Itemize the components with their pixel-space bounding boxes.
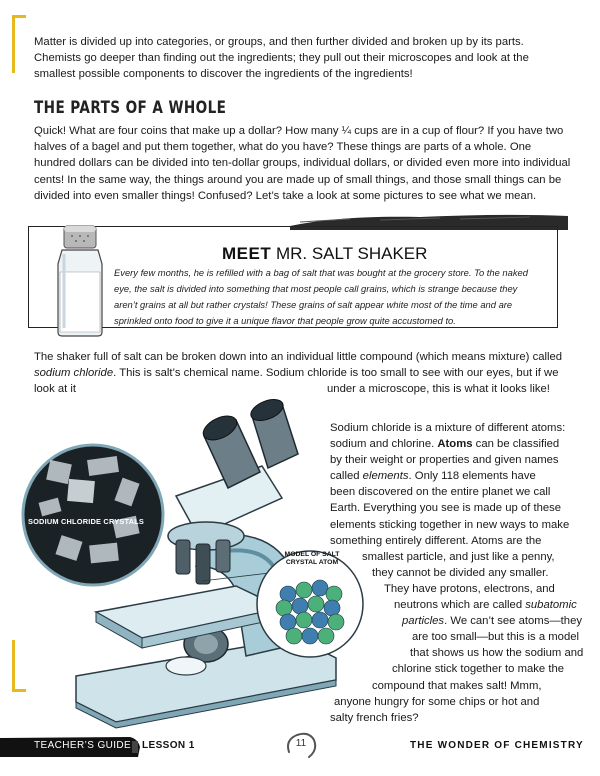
atoms-line: they cannot be divided any smaller.: [372, 566, 549, 579]
atoms-line: [330, 597, 578, 613]
atoms-line: Sodium chloride is a mixture of different atoms:: [330, 422, 566, 434]
atoms-line: They have protons, electrons, and: [384, 582, 555, 595]
term-particles: particles: [402, 615, 445, 628]
salt-box-title: [222, 244, 427, 264]
sodium-chloride-crystals-image: [18, 440, 168, 590]
atoms-line: by their weight or properties and given names: [330, 454, 559, 467]
atoms-line: [330, 436, 578, 452]
intro-paragraph: Matter is divided up into categories, or groups, and then further divided and broken up by its parts. Chemists go deeper than finding out the ingredients; they pull out their microscopes and look at the smallest possible components to discover the ingredients of the ingredients!: [34, 36, 529, 80]
salt-box-title-rest: MR. SALT SHAKER: [271, 244, 428, 263]
atoms-line: that shows us how the sodium and: [410, 647, 584, 660]
term-atoms: Atoms: [437, 438, 473, 451]
atoms-line-text: sodium and chlorine.: [330, 438, 435, 451]
atoms-line-text: . We can’t see atoms—they: [444, 615, 583, 628]
atoms-line-text: called: [330, 470, 363, 483]
term-elements: elements: [362, 470, 409, 483]
atoms-line: elements sticking together in new ways to make: [330, 518, 570, 531]
salt-box-title-bold: MEET: [222, 244, 272, 263]
atoms-line: smallest particle, and just like a penny,: [362, 550, 555, 563]
crystals-label: SODIUM CHLORIDE CRYSTALS: [27, 517, 145, 526]
atom-model-label: MODEL OF SALT CRYSTAL ATOM: [284, 551, 340, 566]
salt-box-body: Every few months, he is refilled with a bag of salt that was bought at the grocery store. To the naked eye, the salt is divided into something that most people call grains, which is strange because they aren’t grains at all but rather crystals! These grains of salt appear white most of the time and are sprinkled onto food to give it a unique flavor that people grow quite accustomed to.: [114, 267, 528, 326]
atoms-line: salty french fries?: [330, 711, 419, 724]
term-subatomic: subatomic: [525, 599, 577, 612]
atoms-line-text: can be classified: [472, 438, 560, 451]
atoms-line: something entirely different. Atoms are the: [330, 534, 542, 547]
sodium-chloride-paragraph-end: under a microscope, this is what it looks like!: [327, 383, 550, 395]
parts-of-whole-paragraph: Quick! What are four coins that make up a dollar? How many ¼ cups are in a cup of flour? If you have two halves of a bagel and put them together, what do you have? These things are parts of a whole. One hundred dollars can be divided into ten-dollar groups, individual dollars, or divided even more into individual cents! In the same way, the things around you are made up of small things, and those small things can be divided into even smaller things! Confused? Let’s take a look at some pictures to see what we mean.: [34, 125, 571, 202]
atoms-line: are too small—but this is a model: [412, 631, 580, 644]
salt-shaker-illustration: [50, 224, 110, 338]
atoms-line: been discovered on the entire planet we call: [330, 486, 551, 499]
atoms-line: anyone hungry for some chips or hot and: [334, 695, 540, 708]
atoms-line: Earth. Everything you see is made up of these: [330, 502, 562, 515]
term-sodium-chloride: sodium chloride: [34, 367, 114, 380]
atoms-line-text: . Only 118 elements have: [408, 470, 536, 483]
atoms-line-text: neutrons which are called: [394, 599, 526, 612]
accent-bracket-top: [12, 15, 15, 73]
atoms-line: chlorine stick together to make the: [392, 663, 565, 676]
accent-bracket-top-cap: [12, 15, 26, 18]
accent-bracket-bottom: [12, 640, 15, 692]
atoms-paragraph: [330, 420, 584, 726]
footer-teachers-guide: TEACHER’S GUIDE: [34, 740, 132, 751]
footer-book-title: THE WONDER OF CHEMISTRY: [410, 740, 584, 751]
atoms-line: [330, 468, 578, 484]
sodium-chloride-paragraph-part1: The shaker full of salt can be broken down into an individual little compound (which means mixture) called: [34, 351, 563, 363]
section-heading: THE PARTS OF A WHOLE: [34, 98, 227, 118]
page-number: 11: [295, 738, 307, 749]
atoms-line: compound that makes salt! Mmm,: [372, 679, 542, 692]
footer-lesson: LESSON 1: [142, 740, 195, 751]
atoms-line: [330, 613, 583, 629]
accent-bracket-bottom-cap: [12, 689, 26, 692]
sodium-chloride-paragraph-part2: . This is salt’s chemical name. Sodium chloride is too small to see with our eyes, but if we look at it: [34, 367, 559, 396]
